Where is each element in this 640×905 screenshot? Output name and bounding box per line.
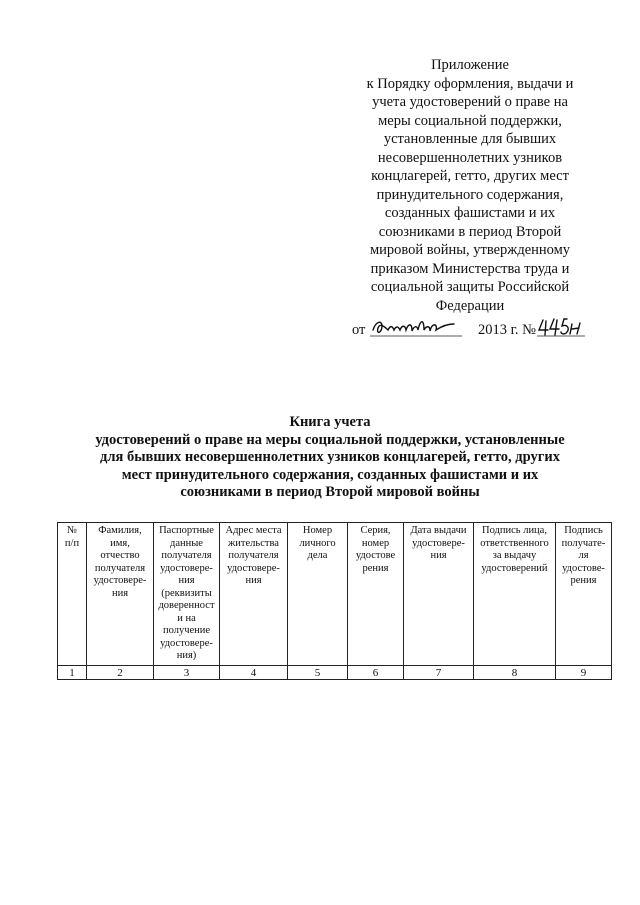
column-header: Фамилия, имя, отчество получателя удостовере- ния [87,523,154,666]
book-title-line: для бывших несовершеннолетних узников концлагерей, гетто, других [100,449,560,465]
appendix-line: социальной защиты Российской [370,279,570,295]
column-header: Паспортные данные получателя удостовере- ния (реквизиты доверенност и на получение удостовере- ния) [154,523,220,666]
column-number: 7 [404,665,474,679]
column-header: Серия, номер удостове рения [348,523,404,666]
column-header: Дата выдачи удостовере- ния [404,523,474,666]
appendix-line: учета удостоверений о праве на [372,94,568,110]
table-header-row [58,523,612,666]
column-header: Адрес места жительства получателя удостовере- ния [220,523,288,666]
handwritten-order-number [537,316,585,344]
column-number-row [58,665,612,679]
column-number: 9 [556,665,612,679]
appendix-line: меры социальной поддержки, [378,112,562,129]
column-header: Номер личного дела [288,523,348,666]
book-title-line: удостоверений о праве на меры социальной поддержки, установленные [95,431,565,448]
column-number: 1 [58,665,87,679]
column-number: 5 [288,665,348,679]
appendix-line: к Порядку оформления, выдачи и [366,75,574,92]
column-header: Подпись получате- ля удостове- рения [556,523,612,666]
book-title-line: союзниками в период Второй мировой войны [180,484,480,500]
year-number-label: 2013 г. № [478,322,537,338]
book-title-line: мест принудительного содержания, созданных фашистами и их [121,466,539,483]
appendix-line: созданных фашистами и их [384,205,556,221]
appendix-line: концлагерей, гетто, других мест [371,168,569,184]
appendix-line: Приложение [431,57,509,73]
appendix-line: установленные для бывших [383,131,557,147]
column-number: 2 [87,665,154,679]
appendix-line: принудительного содержания, [376,186,564,203]
column-number: 4 [220,665,288,679]
register-table [57,522,612,680]
appendix-line: приказом Министерства труда и [370,260,570,277]
column-number: 6 [348,665,404,679]
appendix-line: несовершеннолетних узников [377,149,563,166]
order-date-line [352,322,602,344]
column-header: № п/п [58,523,87,666]
appendix-line: Федерации [435,297,505,314]
column-number: 8 [474,665,556,679]
appendix-line: мировой войны, утвержденному [369,242,571,258]
from-label: от [352,322,366,338]
handwritten-date-signature [370,316,462,344]
book-title-line: Книга учета [289,414,371,430]
book-title [60,414,600,502]
column-number: 3 [154,665,220,679]
column-header: Подпись лица, ответственного за выдачу удостоверений [474,523,556,666]
appendix-block [345,56,595,315]
appendix-line: союзниками в период Второй [378,223,562,240]
